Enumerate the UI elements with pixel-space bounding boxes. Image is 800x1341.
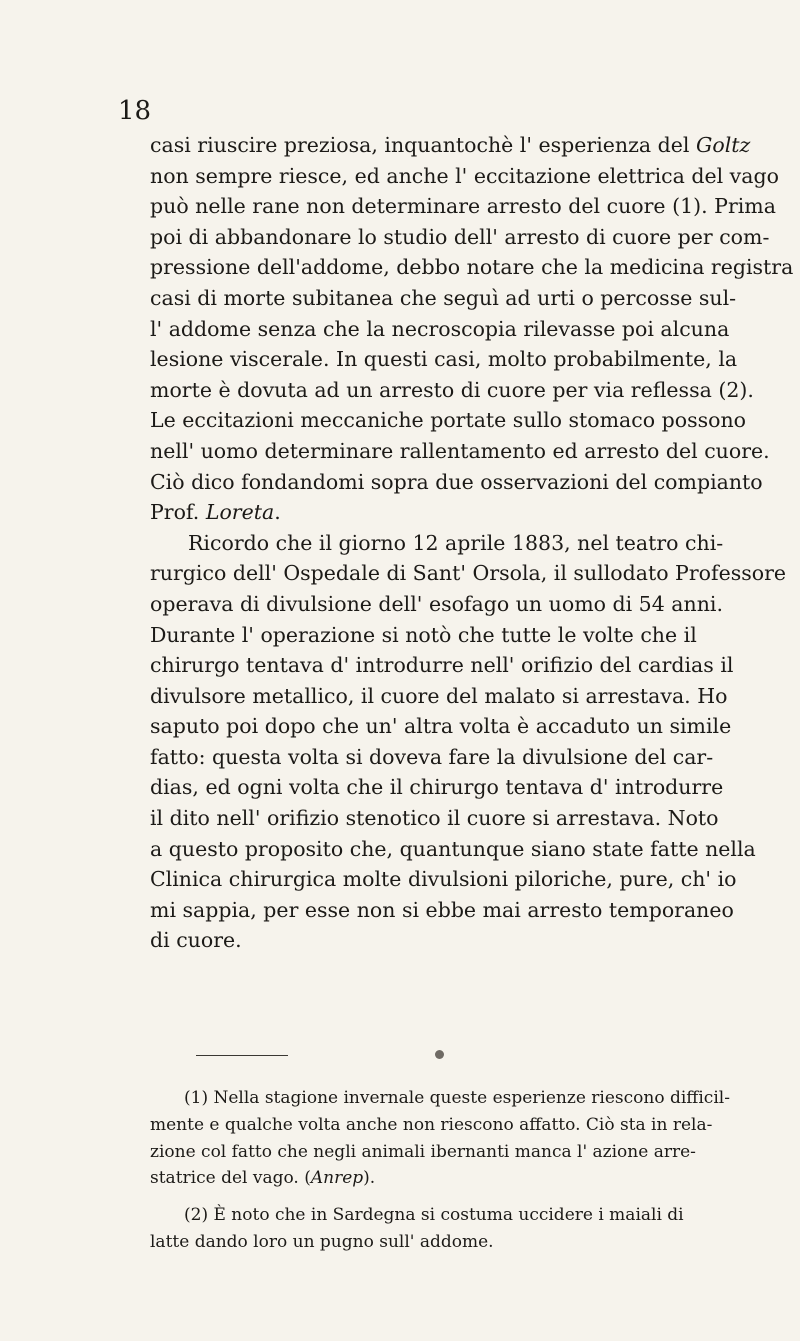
text-line: non sempre riesce, ed anche l' eccitazione elettrica del vago [150,163,779,188]
text-line: casi di morte subitanea che seguì ad urti o percosse sul- [150,285,737,310]
paragraph-1 [150,130,794,528]
text-line: Ciò dico fondandomi sopra due osservazioni del compianto [150,469,763,494]
paragraph-2 [150,528,787,956]
page-number: 18 [118,96,152,126]
footnote-line: statrice del vago. (Anrep). [150,1168,376,1189]
footnote-line: (1) Nella stagione invernale queste esperienze riescono difficil- [184,1088,730,1108]
text-line: chirurgo tentava d' introdurre nell' orifizio del cardias il [150,653,734,678]
text-line: saputo poi dopo che un' altra volta è accaduto un simile [150,714,732,739]
footnote-line: latte dando loro un pugno sull' addome. [150,1231,494,1252]
footnote-2 [150,1202,684,1256]
text-line: il dito nell' orifizio stenotico il cuore si arrestava. Noto [150,806,719,831]
text-line: Ricordo che il giorno 12 aprile 1883, nel teatro chi- [188,530,724,555]
footnote-line: mente e qualche volta anche non riescono affatto. Ciò sta in rela- [150,1114,713,1135]
text-line: morte è dovuta ad un arresto di cuore per via reflessa (2). [150,377,754,402]
ink-spot [435,1050,444,1059]
italic-name: Anrep [310,1168,364,1189]
text-line: divulsore metallico, il cuore del malato si arrestava. Ho [150,683,728,708]
footnote-line: (2) È noto che in Sardegna si costuma uccidere i maiali di [184,1205,684,1226]
text-line: dias, ed ogni volta che il chirurgo tentava d' introdurre [150,775,724,800]
text-line: può nelle rane non determinare arresto del cuore (1). Prima [150,194,776,219]
text-line: a questo proposito che, quantunque siano state fatte nella [150,836,756,861]
text-line: poi di abbandonare lo studio dell' arresto di cuore per com- [150,224,770,249]
text-line: rurgico dell' Ospedale di Sant' Orsola, il sullodato Professore [150,561,787,586]
text-line: di cuore. [150,928,242,953]
footnote-divider [196,1055,288,1056]
text-line: Clinica chirurgica molte divulsioni piloriche, pure, ch' io [150,867,737,892]
text-line: Durante l' operazione si notò che tutte le volte che il [150,622,697,647]
italic-name: Loreta [205,500,275,525]
text-line: pressione dell'addome, debbo notare che la medicina registra [150,255,794,280]
text-line: Prof. Loreta. [150,500,281,525]
text-line: operava di divulsione dell' esofago un uomo di 54 anni. [150,591,723,616]
footnote-line: zione col fatto che negli animali ibernanti manca l' azione arre- [150,1141,696,1162]
text-line: fatto: questa volta si doveva fare la divulsione del car- [150,744,714,769]
italic-name: Goltz [695,133,751,157]
main-text [150,130,794,956]
text-line: Le eccitazioni meccaniche portate sullo stomaco possono [150,408,746,433]
text-line: lesione viscerale. In questi casi, molto probabilmente, la [150,347,738,372]
text-line: mi sappia, per esse non si ebbe mai arresto temporaneo [150,897,734,922]
footnote-1 [150,1085,730,1192]
footnotes [150,1085,730,1256]
text-line: casi riuscire preziosa, inquantochè l' esperienza del Goltz [150,133,751,157]
text-line: l' addome senza che la necroscopia rilevasse poi alcuna [150,316,730,341]
text-line: nell' uomo determinare rallentamento ed arresto del cuore. [150,438,770,463]
